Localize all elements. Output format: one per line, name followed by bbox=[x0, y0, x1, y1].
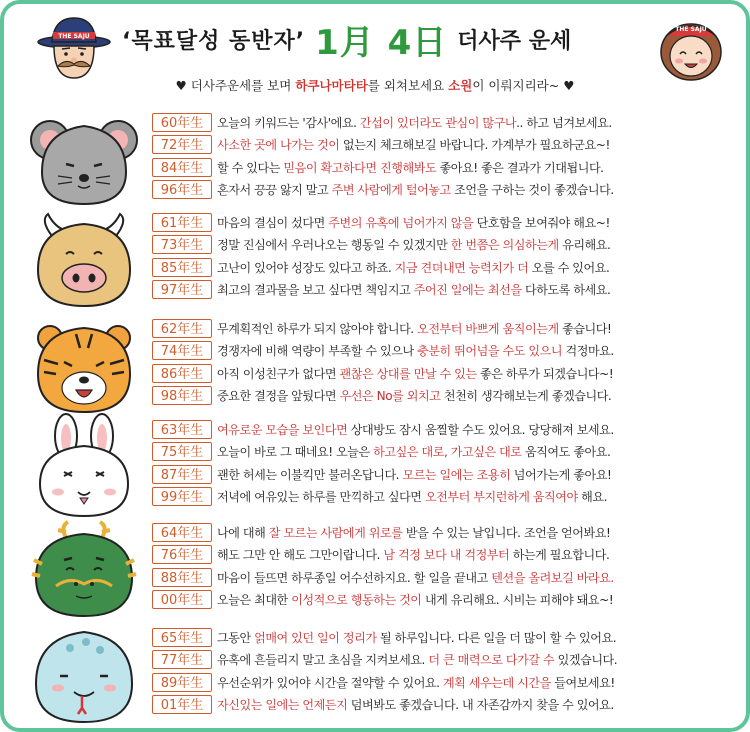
birth-year-badge: 88年生 bbox=[152, 568, 212, 587]
birth-year-badge: 62年生 bbox=[152, 319, 212, 338]
birth-year-badge: 89年生 bbox=[152, 673, 212, 692]
fortune-text bbox=[217, 569, 614, 586]
birth-year-badge: 60年生 bbox=[152, 113, 212, 132]
birth-year-badge: 63年生 bbox=[152, 420, 212, 439]
tiger-icon bbox=[28, 316, 140, 416]
birth-year-badge: 85年生 bbox=[152, 258, 212, 277]
plain-text: 들여보세요! bbox=[550, 675, 615, 690]
highlight-text: 여유로운 모습을 보인다면 bbox=[217, 422, 348, 437]
fortune-row bbox=[152, 111, 742, 134]
highlight-text: 주변 사람에게 털어놓고 bbox=[331, 183, 451, 198]
birth-year-badge: 97年生 bbox=[152, 280, 212, 299]
plain-text: 유혹에 흔들리지 말고 초심을 지켜보세요. bbox=[217, 653, 429, 668]
subtitle-text-2: 를 외쳐보세요 bbox=[367, 78, 449, 93]
highlight-text: 얽매여 있던 일이 정리가 bbox=[254, 630, 377, 645]
plain-text: 받을 수 있는 날입니다. 조언을 얻어봐요! bbox=[402, 525, 611, 540]
fortune-row bbox=[152, 566, 742, 589]
fortune-row bbox=[152, 234, 742, 257]
plain-text: 좋은 하루가 되겠습니다~! bbox=[476, 366, 614, 381]
fortune-row bbox=[152, 211, 742, 234]
plain-text: 단호함을 보여줘야 해요~! bbox=[473, 215, 610, 230]
plain-text: 정말 진심에서 우러나오는 행동일 수 있겠지만 bbox=[217, 238, 451, 253]
girl-mascot-icon bbox=[656, 16, 726, 82]
plain-text: 오늘은 최대한 bbox=[217, 593, 292, 608]
birth-year-badge: 01年生 bbox=[152, 695, 212, 714]
fortune-text bbox=[217, 320, 611, 337]
fortune-row bbox=[152, 694, 742, 717]
title-date: 1月 4日 bbox=[315, 22, 448, 63]
fortune-text bbox=[217, 488, 607, 505]
fortune-row bbox=[152, 279, 742, 302]
fortune-row bbox=[152, 134, 742, 157]
birth-year-badge: 76年生 bbox=[152, 545, 212, 564]
subtitle-text-1: 더사주운세를 보며 bbox=[190, 78, 296, 93]
fortune-row bbox=[152, 649, 742, 672]
subtitle-highlight-1: 하쿠나마타타 bbox=[295, 78, 368, 93]
fortune-text bbox=[217, 259, 609, 276]
highlight-text: 모르는 일에는 조용히 bbox=[402, 467, 511, 482]
fortune-section-dragon bbox=[152, 521, 742, 611]
snake-icon bbox=[28, 626, 140, 726]
birth-year-badge: 98年生 bbox=[152, 386, 212, 405]
fortune-row bbox=[152, 589, 742, 612]
plain-text: 마음의 결심이 섰다면 bbox=[217, 215, 329, 230]
fortune-section-tiger bbox=[152, 317, 742, 407]
highlight-text: 하고싶은 대로, 가고싶은 대로 bbox=[373, 445, 522, 460]
fortune-text bbox=[217, 421, 614, 438]
plain-text: 할 수 있다는 bbox=[217, 160, 284, 175]
highlight-text: 믿음이 확고하다면 진행해봐도 bbox=[283, 160, 437, 175]
plain-text: 있겠습니다. bbox=[554, 653, 618, 668]
old-man-mascot-icon bbox=[36, 12, 112, 82]
fortune-text bbox=[217, 524, 610, 541]
birth-year-badge: 75年生 bbox=[152, 442, 212, 461]
title-brand: 더사주 운세 bbox=[457, 28, 572, 54]
fortune-section-rabbit bbox=[152, 418, 742, 508]
headband-text: THE SAJU bbox=[675, 26, 707, 33]
plain-text: 마음이 들뜨면 하루종일 어수선하지요. 할 일을 끝내고 bbox=[217, 570, 492, 585]
plain-text: 경쟁자에 비해 역량이 부족할 수 있으나 bbox=[217, 344, 418, 359]
highlight-text: 더 큰 매력으로 다가갈 수 bbox=[428, 653, 555, 668]
highlight-text: 우선은 No를 외치고 bbox=[339, 389, 441, 404]
fortune-text bbox=[217, 114, 612, 131]
fortune-text bbox=[217, 443, 610, 460]
fortune-text bbox=[217, 591, 613, 608]
fortune-text bbox=[217, 387, 611, 404]
plain-text: 유리해요. bbox=[558, 238, 611, 253]
fortune-text bbox=[217, 546, 609, 563]
highlight-text: 자신있는 일에는 언제든지 bbox=[217, 698, 348, 713]
fortune-row bbox=[152, 671, 742, 694]
subtitle bbox=[4, 76, 746, 94]
plain-text: 우선순위가 있어야 시간을 절약할 수 있어요. bbox=[217, 675, 443, 690]
fortune-row bbox=[152, 544, 742, 567]
page-title bbox=[122, 16, 642, 62]
plain-text: 오를 수 있어요. bbox=[528, 260, 610, 275]
plain-text: 넘어가는게 좋아요! bbox=[510, 467, 612, 482]
subtitle-text-3: 이 이뤄지리라~ bbox=[472, 78, 560, 93]
fortune-text bbox=[217, 136, 610, 153]
highlight-text: 한 번쯤은 의심하는게 bbox=[450, 238, 559, 253]
plain-text: 덤벼봐도 좋겠습니다. 내 자존감까지 찾을 수 있어요. bbox=[347, 698, 614, 713]
plain-text: 오늘의 키워드는 '감사'에요. bbox=[217, 115, 360, 130]
fortune-row bbox=[152, 317, 742, 340]
plain-text: 내게 유리해요. 시비는 피해야 돼요~! bbox=[421, 593, 614, 608]
plain-text: .. 하고 넘겨보세요. bbox=[516, 115, 612, 130]
highlight-text: 주변의 유혹에 넘어가지 않을 bbox=[328, 215, 474, 230]
ox-icon bbox=[30, 210, 138, 310]
fortune-row bbox=[152, 441, 742, 464]
plain-text: 저녁에 여유있는 하루를 만끽하고 싶다면 bbox=[217, 490, 425, 505]
plain-text: 걱정마요. bbox=[562, 344, 614, 359]
fortune-section-ox bbox=[152, 211, 742, 301]
fortune-row bbox=[152, 256, 742, 279]
plain-text: 괜한 허세는 이불킥만 불러온답니다. bbox=[217, 467, 403, 482]
plain-text: 해도 그만 안 해도 그만이랍니다. bbox=[217, 548, 384, 563]
plain-text: 될 하루입니다. 다른 일을 더 많이 할 수 있어요. bbox=[376, 630, 617, 645]
plain-text: 중요한 결정을 앞뒀다면 bbox=[217, 389, 340, 404]
plain-text: 오늘이 바로 그 때네요! 오늘은 bbox=[217, 445, 374, 460]
fortune-row bbox=[152, 156, 742, 179]
fortune-row bbox=[152, 179, 742, 202]
fortune-text bbox=[217, 629, 616, 646]
plain-text: 해요. bbox=[577, 490, 608, 505]
plain-text: 좋습니다! bbox=[558, 321, 612, 336]
plain-text: 없는지 체크해보길 바랍니다. 가계부가 필요하군요~! bbox=[339, 138, 610, 153]
birth-year-badge: 64年生 bbox=[152, 523, 212, 542]
fortune-text bbox=[217, 281, 610, 298]
birth-year-badge: 87年生 bbox=[152, 465, 212, 484]
fortune-row bbox=[152, 418, 742, 441]
fortune-row bbox=[152, 463, 742, 486]
fortune-text bbox=[217, 651, 617, 668]
rabbit-icon bbox=[32, 412, 136, 520]
fortune-row bbox=[152, 362, 742, 385]
plain-text: 조언을 구하는 것이 좋겠습니다. bbox=[450, 183, 614, 198]
fortune-row bbox=[152, 626, 742, 649]
plain-text: 상대방도 잠시 움찔할 수도 있어요. 당당해져 보세요. bbox=[347, 422, 614, 437]
plain-text: 무계획적인 하루가 되지 않아야 합니다. bbox=[217, 321, 418, 336]
fortune-section-mouse bbox=[152, 111, 742, 201]
highlight-text: 이성적으로 행동하는 것이 bbox=[291, 593, 422, 608]
plain-text: 최고의 결과물을 보고 싶다면 책임지고 bbox=[217, 283, 414, 298]
plain-text: 움직여도 좋아요. bbox=[521, 445, 611, 460]
plain-text: 하는게 필요합니다. bbox=[509, 548, 610, 563]
highlight-text: 오전부터 바쁘게 움직이는게 bbox=[417, 321, 559, 336]
fortune-text bbox=[217, 181, 614, 198]
fortune-text bbox=[217, 696, 614, 713]
subtitle-highlight-2: 소원 bbox=[448, 78, 473, 93]
fortune-text bbox=[217, 159, 604, 176]
hat-logo-text: THE SAJU bbox=[58, 33, 90, 40]
fortune-text bbox=[217, 236, 610, 253]
fortune-text bbox=[217, 214, 610, 231]
fortune-row bbox=[152, 340, 742, 363]
birth-year-badge: 72年生 bbox=[152, 135, 212, 154]
birth-year-badge: 77年生 bbox=[152, 650, 212, 669]
plain-text: 혼자서 끙끙 앓지 말고 bbox=[217, 183, 332, 198]
highlight-text: 오전부터 부지런하게 움직여야 bbox=[424, 490, 578, 505]
birth-year-badge: 84年生 bbox=[152, 158, 212, 177]
fortune-row bbox=[152, 521, 742, 544]
plain-text: 좋아요! 좋은 결과가 기대됩니다. bbox=[436, 160, 604, 175]
plain-text: 아직 이성친구가 없다면 bbox=[217, 366, 340, 381]
fortune-text bbox=[217, 365, 613, 382]
highlight-text: 간섭이 있더라도 관심이 많구나 bbox=[359, 115, 517, 130]
birth-year-badge: 96年生 bbox=[152, 180, 212, 199]
plain-text: 고난이 있어야 성장도 있다고 하죠. bbox=[217, 260, 395, 275]
birth-year-badge: 99年生 bbox=[152, 487, 212, 506]
plain-text: 나에 대해 bbox=[217, 525, 269, 540]
heart-icon: ♥ bbox=[563, 78, 575, 93]
birth-year-badge: 61年生 bbox=[152, 213, 212, 232]
plain-text: 천천히 생각해보는게 좋겠습니다. bbox=[440, 389, 612, 404]
fortune-row bbox=[152, 486, 742, 509]
fortune-section-snake bbox=[152, 626, 742, 716]
fortune-text bbox=[217, 674, 615, 691]
plain-text: 다하도록 하세요. bbox=[521, 283, 611, 298]
birth-year-badge: 65年生 bbox=[152, 628, 212, 647]
highlight-text: 지금 견뎌내면 능력치가 더 bbox=[394, 260, 529, 275]
highlight-text: 사소한 곳에 나가는 것이 bbox=[217, 138, 340, 153]
birth-year-badge: 86年生 bbox=[152, 364, 212, 383]
highlight-text: 텐션을 올려보길 바라요. bbox=[491, 570, 614, 585]
birth-year-badge: 00年生 bbox=[152, 590, 212, 609]
fortune-row bbox=[152, 385, 742, 408]
birth-year-badge: 74年生 bbox=[152, 341, 212, 360]
fortune-text bbox=[217, 466, 611, 483]
highlight-text: 잘 모르는 사람에게 위로를 bbox=[268, 525, 403, 540]
dragon-icon bbox=[26, 520, 142, 620]
title-quote: ‘목표달성 동반자’ bbox=[122, 28, 306, 54]
plain-text: 그동안 bbox=[217, 630, 255, 645]
highlight-text: 괜찮은 상대를 만날 수 있는 bbox=[339, 366, 477, 381]
fortune-text bbox=[217, 342, 614, 359]
birth-year-badge: 73年生 bbox=[152, 235, 212, 254]
highlight-text: 주어진 일에는 최선을 bbox=[413, 283, 522, 298]
highlight-text: 계획 세우는데 시간을 bbox=[442, 675, 551, 690]
heart-icon: ♥ bbox=[175, 78, 187, 93]
highlight-text: 충분히 뛰어넘을 수도 있으니 bbox=[417, 344, 563, 359]
mouse-icon bbox=[28, 108, 140, 208]
highlight-text: 남 걱정 보다 내 걱정부터 bbox=[383, 548, 510, 563]
